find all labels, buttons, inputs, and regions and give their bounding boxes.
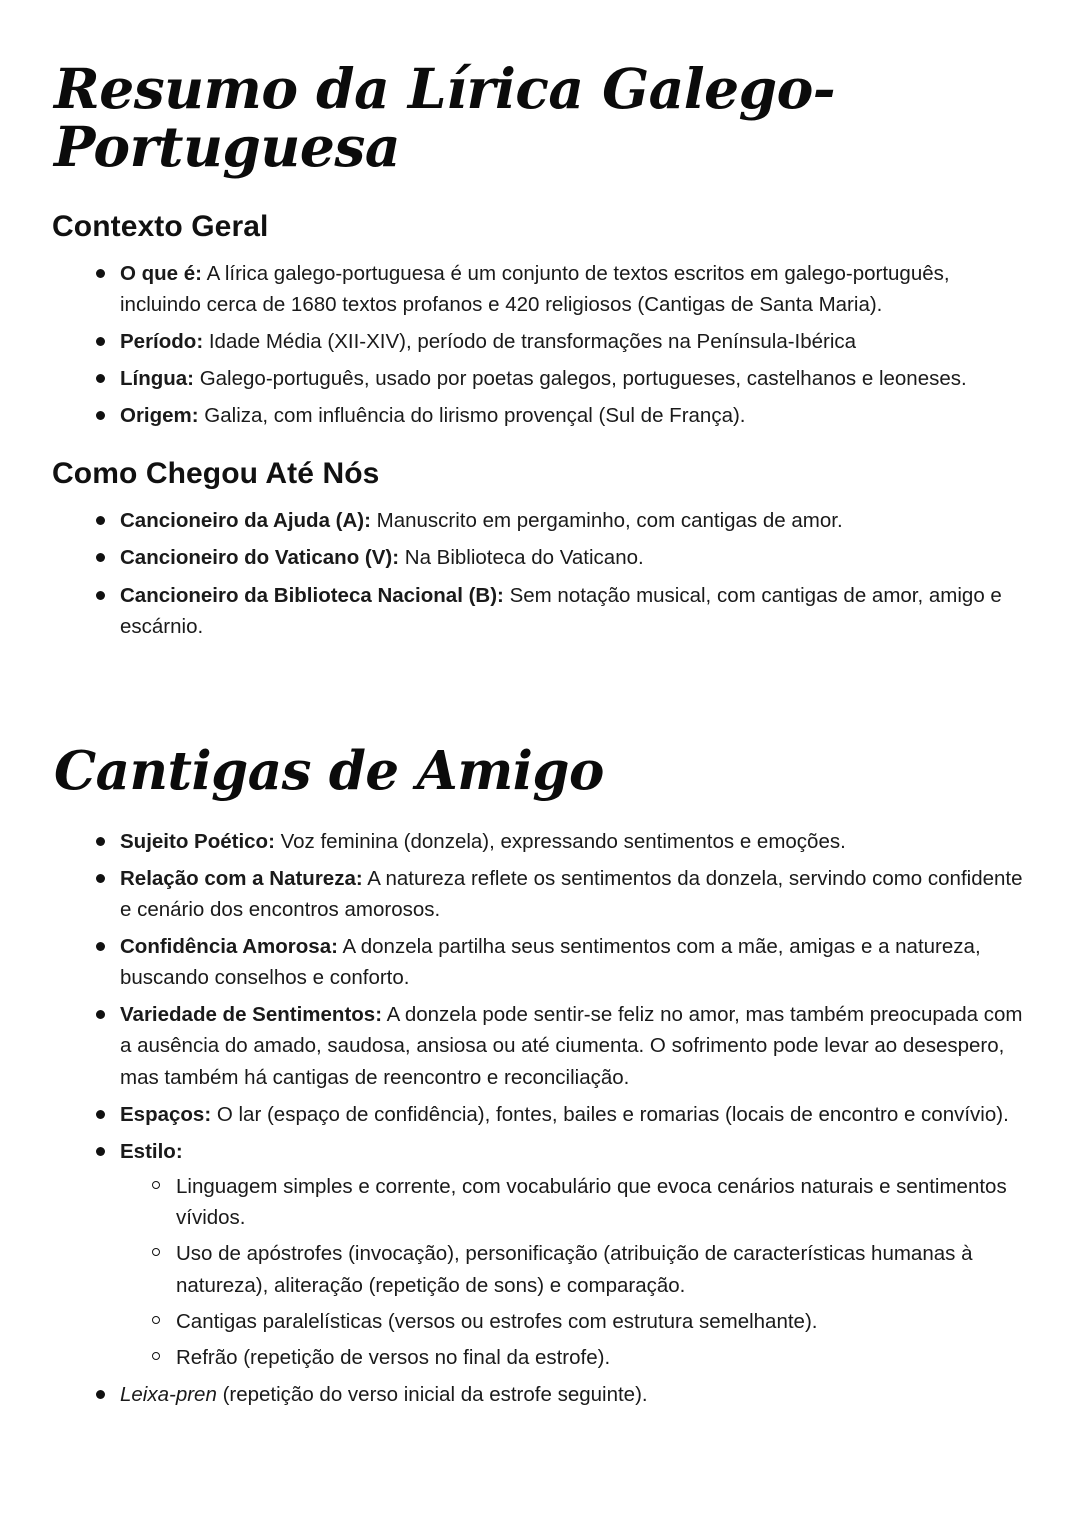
list-item-lead: Estilo: [120, 1139, 183, 1163]
list-item-lead: Variedade de Sentimentos: [120, 1003, 383, 1027]
sub-list-item: Cantigas paralelísticas (versos ou estrofes com estrutura semelhante). [150, 1306, 1024, 1337]
list-item-lead: Cancioneiro da Ajuda (A): [120, 509, 371, 533]
list-item-lead: Confidência Amorosa: [120, 935, 338, 959]
list-item [94, 363, 1024, 394]
list-item [94, 931, 1024, 993]
list-item [94, 258, 1024, 320]
list-item-text: Galiza, com influência do lirismo provençal (Sul de França). [198, 404, 746, 428]
list-cantigas-de-amigo [50, 826, 1024, 1411]
section-spacer [50, 648, 1024, 744]
list-contexto-geral [50, 258, 1024, 432]
list-item-text: Galego-português, usado por poetas galegos, portugueses, castelhanos e leoneses. [194, 366, 967, 390]
list-item-text: (repetição do verso inicial da estrofe seguinte). [216, 1383, 648, 1407]
sub-list-item: Linguagem simples e corrente, com vocabulário que evoca cenários naturais e sentimentos vívidos. [150, 1171, 1024, 1233]
list-item-lead: Origem: [120, 404, 199, 428]
sub-list-item: Refrão (repetição de versos no final da estrofe). [150, 1342, 1024, 1373]
list-item-text: Voz feminina (donzela), expressando sentimentos e emoções. [274, 829, 846, 853]
list-item [94, 326, 1024, 357]
section-heading-contexto-geral: Contexto Geral [52, 209, 269, 243]
page-title: Resumo da Lírica Galego-Portuguesa [54, 56, 836, 179]
list-item [94, 999, 1024, 1092]
list-item-lead: Espaços: [120, 1102, 212, 1126]
list-item [94, 1099, 1024, 1130]
list-item-lead: Período: [120, 329, 204, 353]
list-item-lead-italic: Leixa-pren [120, 1383, 217, 1407]
list-item [94, 863, 1024, 925]
sub-list-item: Uso de apóstrofes (invocação), personificação (atribuição de características humanas à natureza), aliteração (repetição de sons) e comparação. [150, 1238, 1024, 1300]
list-item-lead: Sujeito Poético: [120, 829, 275, 853]
list-item-leixa-pren [94, 1379, 1024, 1410]
list-item-lead: O que é: [120, 261, 203, 285]
list-item [94, 580, 1024, 642]
list-item-text: A lírica galego-portuguesa é um conjunto de textos escritos em galego-português, incluindo cerca de 1680 textos profanos e 420 religiosos (Cantigas de Santa Maria). [120, 261, 950, 316]
list-item-lead: Cancioneiro da Biblioteca Nacional (B): [120, 583, 504, 607]
list-item [94, 400, 1024, 431]
list-item-lead: Cancioneiro do Vaticano (V): [120, 546, 400, 570]
list-item [94, 505, 1024, 536]
list-item-estilo [94, 1136, 1024, 1373]
list-item-text: Idade Média (XII-XIV), período de transformações na Península-Ibérica [203, 329, 857, 353]
list-item-lead: Relação com a Natureza: [120, 866, 363, 890]
list-item-lead: Língua: [120, 366, 195, 390]
list-item-text: A donzela pode sentir-se feliz no amor, mas também preocupada com a ausência do amado, saudosa, ansiosa ou até ciumenta. O sofrimento pode levar ao desespero, mas também há cantigas de reencontro e reconciliação. [120, 1003, 1023, 1089]
list-item-text: O lar (espaço de confidência), fontes, bailes e romarias (locais de encontro e convívio). [211, 1102, 1009, 1126]
list-item-text: Na Biblioteca do Vaticano. [399, 546, 644, 570]
list-estilo-subitems [120, 1171, 1024, 1373]
section-heading-como-chegou-ate-nos: Como Chegou Até Nós [52, 457, 380, 491]
section-title-cantigas-de-amigo: Cantigas de Amigo [54, 739, 604, 802]
list-item [94, 542, 1024, 573]
list-item-text: Manuscrito em pergaminho, com cantigas de amor. [370, 509, 843, 533]
list-item-text: Sem notação musical, com cantigas de amor, amigo e escárnio. [120, 583, 1002, 638]
list-como-chegou-ate-nos [50, 505, 1024, 642]
list-item [94, 826, 1024, 857]
list-item-text: A natureza reflete os sentimentos da donzela, servindo como confidente e cenário dos encontros amorosos. [120, 866, 1023, 921]
list-item-text: A donzela partilha seus sentimentos com a mãe, amigas e a natureza, buscando conselhos e conforto. [120, 935, 981, 990]
